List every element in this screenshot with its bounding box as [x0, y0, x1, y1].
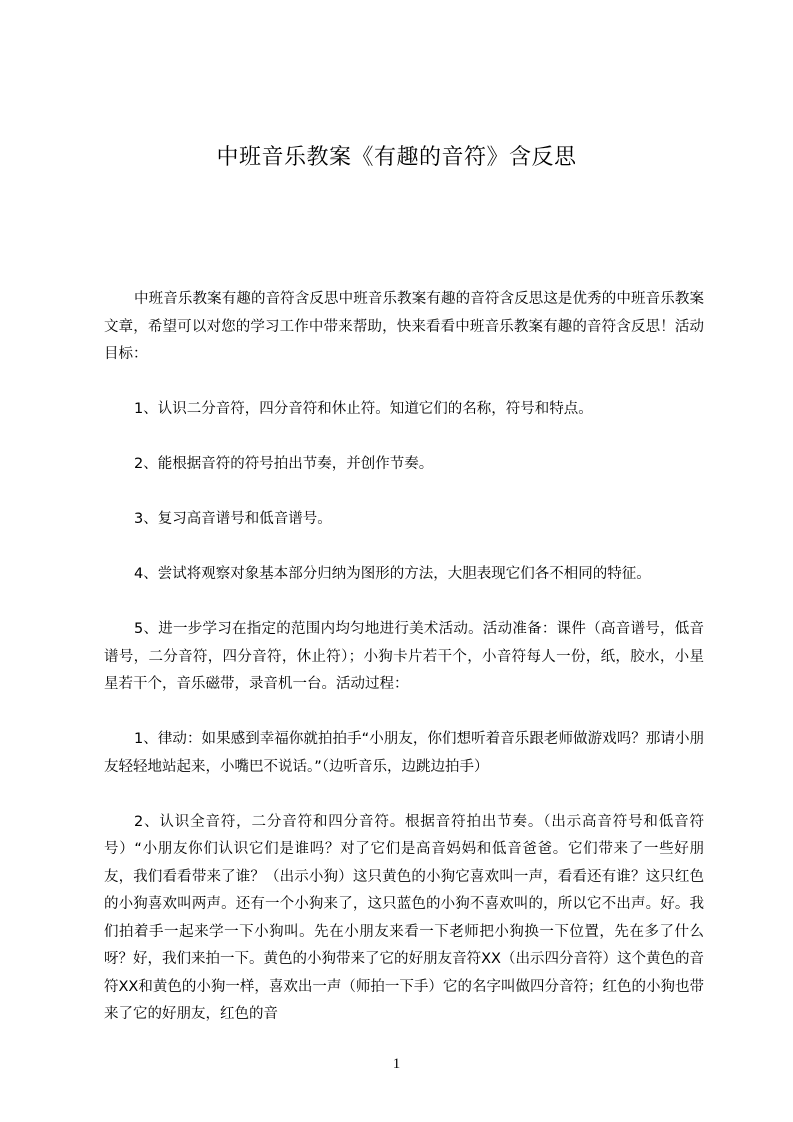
goal-item-1: 1、认识二分音符，四分音符和休止符。知道它们的名称，符号和特点。 [134, 401, 593, 417]
document-body [104, 286, 704, 1056]
document-title: 中班音乐教案《有趣的音符》含反思 [216, 145, 577, 170]
goal-item-2: 2、能根据音符的符号拍出节奏，并创作节奏。 [134, 456, 434, 472]
goal-item-5: 5、进一步学习在指定的范围内均匀地进行美术活动。活动准备：课件（高音谱号，低音谱号，二分音符，四分音符，休止符）；小狗卡片若干个，小音符每人一份，纸，胶水，小星星若干个，音乐磁带，录音机一台。活动过程： [104, 621, 704, 692]
page-number: 1 [392, 1056, 401, 1072]
process-step-2: 2、认识全音符，二分音符和四分音符。根据音符拍出节奏。（出示高音符号和低音符号）“小朋友你们认识它们是谁吗？对了它们是高音妈妈和低音爸爸。它们带来了一些好朋友，我们看看带来了谁？（出示小狗）这只黄色的小狗它喜欢叫一声，看看还有谁？这只红色的小狗喜欢叫两声。还有一个小狗来了，这只蓝色的小狗不喜欢叫的，所以它不出声。好。我们拍着手一起来学一下小狗叫。先在小朋友来看一下老师把小狗换一下位置，先在多了什么呀？好，我们来拍一下。黄色的小狗带来了它的好朋友音符XX（出示四分音符）这个黄色的音符XX和黄色的小狗一样，喜欢出一声（师拍一下手）它的名字叫做四分音符；红色的小狗也带来了它的好朋友，红色的音 [104, 813, 704, 1022]
intro-paragraph: 中班音乐教案有趣的音符含反思中班音乐教案有趣的音符含反思这是优秀的中班音乐教案文章，希望可以对您的学习工作中带来帮助，快来看看中班音乐教案有趣的音符含反思！活动目标： [104, 291, 704, 362]
goal-item-4: 4、尝试将观察对象基本部分归纳为图形的方法，大胆表现它们各不相同的特征。 [134, 566, 651, 582]
goal-item-3: 3、复习高音谱号和低音谱号。 [134, 511, 332, 527]
process-step-1: 1、律动：如果感到幸福你就拍拍手“小朋友，你们想听着音乐跟老师做游戏吗？那请小朋友轻轻地站起来，小嘴巴不说话。”（边听音乐，边跳边拍手） [104, 731, 704, 775]
